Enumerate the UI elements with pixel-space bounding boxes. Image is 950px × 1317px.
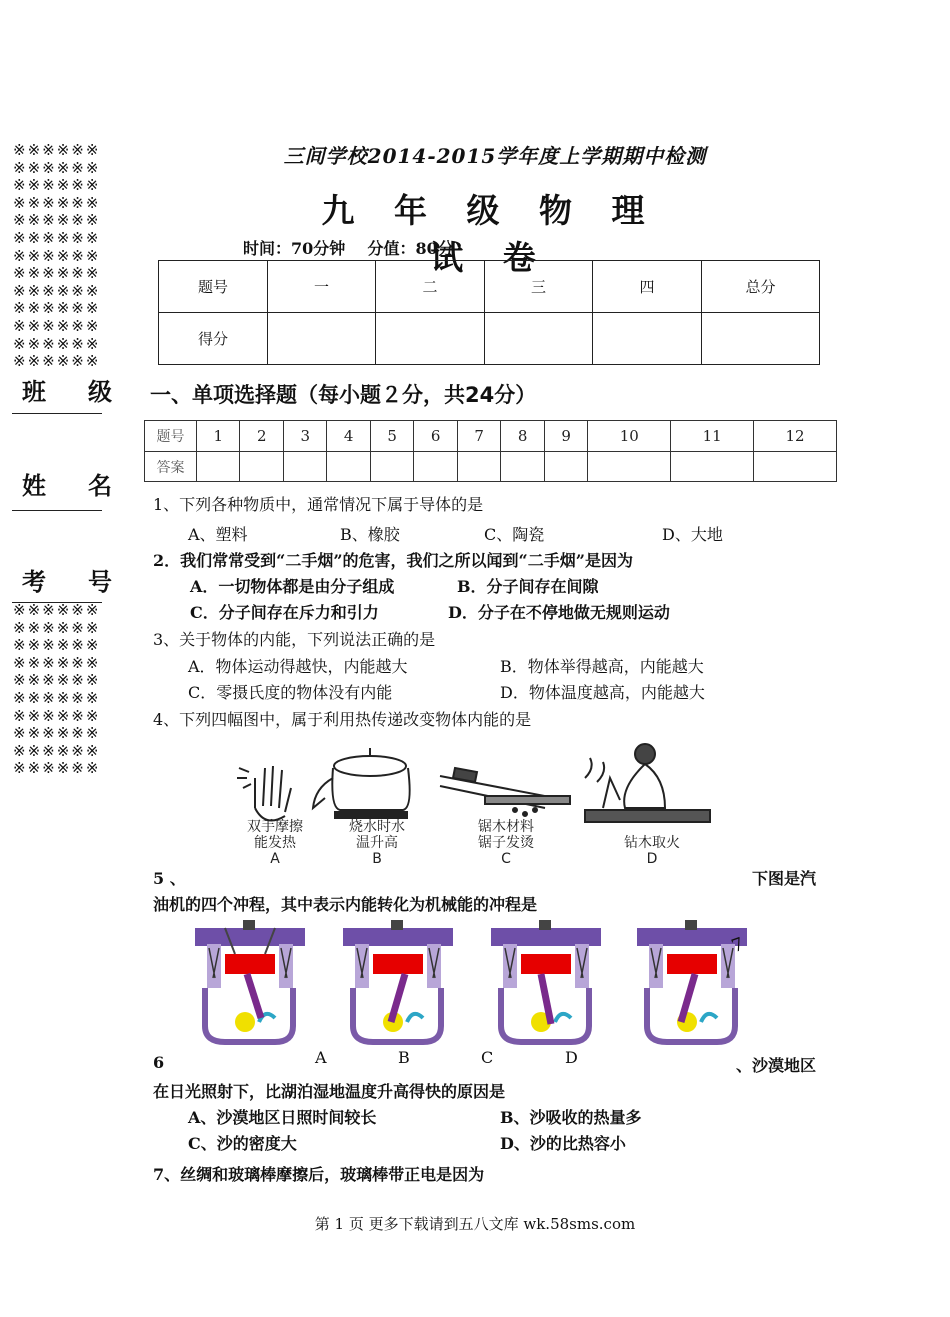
answer-grid-number: 6	[414, 421, 457, 452]
q3-stem: 3、关于物体的内能，下列说法正确的是	[153, 630, 436, 649]
pattern-row: ※※※※※※	[13, 213, 101, 229]
answer-grid-number: 11	[671, 421, 754, 452]
pattern-row: ※※※※※※	[13, 743, 101, 759]
answer-grid-number-label: 题号	[145, 421, 197, 452]
section-1-title: 一、单项选择题（每小题２分，共24分）	[150, 383, 537, 407]
q4-caption-c: 锯木材料 锯子发烫 C	[478, 819, 534, 867]
exam-title: 九 年 级 物 理 试 卷	[321, 191, 659, 277]
q6-option-a: A、沙漠地区日照时间较长	[188, 1108, 377, 1127]
q4-caption-a: 双手摩擦 能发热 A	[247, 819, 303, 867]
q5-stem: 油机的四个冲程，其中表示内能转化为机械能的冲程是	[153, 895, 538, 914]
number-label: 考 号	[22, 568, 112, 596]
score-row-label: 得分	[159, 313, 268, 365]
q4-stem: 4、下列四幅图中，属于利用热传递改变物体内能的是	[153, 710, 532, 729]
q5-number: 5 、	[153, 869, 186, 888]
pattern-row: ※※※※※※	[13, 726, 101, 742]
pattern-row: ※※※※※※	[13, 603, 101, 618]
pattern-row: ※※※※※※	[13, 231, 101, 246]
pattern-row: ※※※※※※	[13, 301, 101, 317]
score-header-cell: 总分	[702, 261, 820, 313]
q1-option-a: A、塑料	[188, 525, 248, 544]
q7-stem: 7、丝绸和玻璃棒摩擦后，玻璃棒带正电是因为	[153, 1165, 485, 1184]
q5-label-b: B	[398, 1048, 410, 1067]
answer-grid-number: 12	[754, 421, 837, 452]
q4-caption-b: 烧水时水 温升高 B	[349, 819, 405, 867]
score-table	[158, 260, 820, 365]
q6-stem: 在日光照射下，比湖泊湿地温度升高得快的原因是	[153, 1082, 506, 1101]
answer-grid-number: 2	[240, 421, 283, 452]
pattern-row: ※※※※※※	[13, 655, 101, 671]
score-cell[interactable]	[268, 313, 376, 365]
school-title: 三间学校2014-2015学年度上学期期中检测	[283, 144, 707, 168]
q2-option-b: B．分子间存在间隙	[457, 577, 599, 596]
score-cell[interactable]	[593, 313, 702, 365]
score-cell[interactable]	[702, 313, 820, 365]
answer-cell[interactable]	[370, 452, 413, 482]
answer-cell[interactable]	[414, 452, 457, 482]
q2-stem: 2．我们常常受到“二手烟”的危害，我们之所以闻到“二手烟”是因为	[153, 551, 633, 570]
q1-stem: 1、下列各种物质中，通常情况下属于导体的是	[153, 495, 484, 514]
answer-cell[interactable]	[588, 452, 671, 482]
answer-cell[interactable]	[544, 452, 587, 482]
pattern-row: ※※※※※※	[13, 620, 101, 636]
name-label: 姓 名	[22, 472, 112, 500]
time-info: 时间：70分钟 分值：80分	[243, 239, 454, 258]
answer-cell[interactable]	[671, 452, 754, 482]
pattern-row: ※※※※※※	[13, 178, 101, 194]
pattern-row: ※※※※※※	[13, 319, 101, 334]
engine-stroke-a	[195, 920, 305, 1042]
pattern-row: ※※※※※※	[13, 283, 101, 299]
answer-grid-number: 7	[457, 421, 500, 452]
answer-cell[interactable]	[327, 452, 370, 482]
pattern-row: ※※※※※※	[13, 195, 101, 211]
q4-caption-d: 钻木取火 D	[624, 835, 680, 867]
pattern-row: ※※※※※※	[13, 673, 101, 689]
q5-stray-mark: 7	[728, 933, 747, 958]
answer-cell[interactable]	[457, 452, 500, 482]
q1-option-d: D、大地	[662, 525, 723, 544]
answer-grid-number: 9	[544, 421, 587, 452]
kettle-figure	[313, 748, 410, 818]
pattern-row: ※※※※※※	[13, 354, 101, 370]
score-header-cell: 三	[485, 261, 593, 313]
q2-option-c: C．分子间存在斥力和引力	[190, 603, 379, 622]
pattern-row: ※※※※※※	[13, 708, 101, 724]
answer-grid	[144, 420, 837, 482]
q5-label-c: C	[481, 1048, 494, 1067]
q2-option-d: D．分子在不停地做无规则运动	[448, 603, 670, 622]
pattern-row: ※※※※※※	[13, 160, 101, 176]
answer-grid-number: 5	[370, 421, 413, 452]
pattern-row: ※※※※※※	[13, 691, 101, 706]
q5-engine-figures	[195, 918, 755, 1048]
q6-option-b: B、沙吸收的热量多	[500, 1108, 642, 1127]
answer-grid-number: 3	[283, 421, 326, 452]
q3-option-c: C．零摄氏度的物体没有内能	[188, 683, 393, 702]
answer-grid-number: 10	[588, 421, 671, 452]
class-line	[12, 413, 102, 414]
answer-grid-answer-label: 答案	[145, 452, 197, 482]
name-line	[12, 510, 102, 511]
pattern-row: ※※※※※※	[13, 638, 101, 654]
q3-option-a: A．物体运动得越快，内能越大	[188, 657, 408, 676]
score-cell[interactable]	[485, 313, 593, 365]
answer-cell[interactable]	[754, 452, 837, 482]
engine-stroke-c	[491, 920, 601, 1042]
answer-cell[interactable]	[283, 452, 326, 482]
q5-label-d: D	[565, 1048, 578, 1067]
q5-stem-tail: 下图是汽	[752, 869, 817, 888]
score-cell[interactable]	[376, 313, 485, 365]
q3-option-b: B．物体举得越高，内能越大	[500, 657, 704, 676]
score-header-cell: 题号	[159, 261, 268, 313]
hands-rubbing-figure	[237, 766, 291, 821]
pattern-row: ※※※※※※	[13, 761, 101, 777]
q6-option-d: D、沙的比热容小	[500, 1134, 626, 1153]
drilling-fire-figure	[585, 744, 710, 822]
answer-grid-number: 1	[197, 421, 240, 452]
score-header-cell: 四	[593, 261, 702, 313]
pattern-row: ※※※※※※	[13, 248, 101, 264]
q1-option-c: C、陶瓷	[484, 525, 545, 544]
q3-option-d: D．物体温度越高，内能越大	[500, 683, 705, 702]
answer-cell[interactable]	[197, 452, 240, 482]
q2-option-a: A．一切物体都是由分子组成	[190, 577, 395, 596]
answer-grid-number: 4	[327, 421, 370, 452]
answer-cell[interactable]	[240, 452, 283, 482]
pattern-row: ※※※※※※	[13, 336, 101, 352]
pattern-row: ※※※※※※	[13, 266, 101, 282]
engine-stroke-b	[343, 920, 453, 1042]
q6-number: 6	[153, 1053, 165, 1072]
answer-grid-number: 8	[501, 421, 544, 452]
q1-option-b: B、橡胶	[340, 525, 400, 544]
page-footer: 第 1 页 更多下载请到五八文库 wk.58sms.com	[314, 1215, 636, 1233]
class-label: 班 级	[22, 378, 112, 406]
q6-stem-tail: 、沙漠地区	[736, 1056, 817, 1075]
pattern-row: ※※※※※※	[13, 143, 101, 158]
saw-figure	[440, 768, 570, 816]
q5-label-a: A	[315, 1048, 327, 1067]
score-header-cell: 二	[376, 261, 485, 313]
score-header-cell: 一	[268, 261, 376, 313]
answer-cell[interactable]	[501, 452, 544, 482]
q6-option-c: C、沙的密度大	[188, 1134, 297, 1153]
